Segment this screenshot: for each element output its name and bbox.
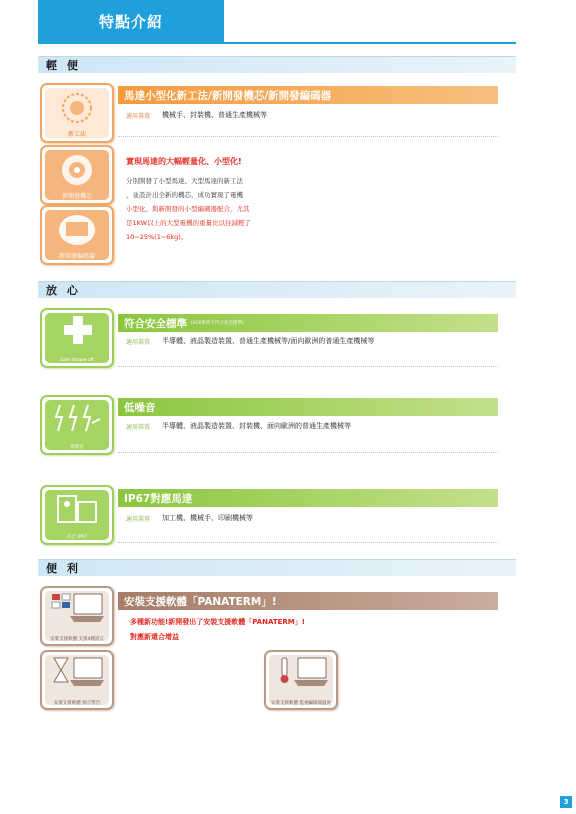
low-noise-feature-title: 低噪音	[118, 398, 498, 416]
title-divider	[38, 42, 516, 44]
section-safe-label: 放 心	[46, 284, 81, 297]
hourglass-laptop-icon	[50, 656, 106, 690]
encoder-icon	[56, 212, 98, 248]
compact-body-line-2: ，並設計出全新的機芯，成功實現了電機	[126, 191, 243, 199]
panaterm-line-2: 對應新還合增益	[130, 633, 179, 641]
new-core-tile	[40, 145, 114, 205]
compact-body-line-5: 10~25%(1~6kg)。	[126, 233, 188, 241]
section-convenient-label: 便 利	[46, 562, 81, 575]
safety-title-text: 符合安全標準	[124, 317, 187, 330]
compact-app-text: 機械手、封裝機、普通生產機械等	[162, 111, 268, 119]
low-noise-caption: 低噪音	[70, 445, 84, 450]
safety-app-tag: 適用裝置	[126, 338, 151, 346]
thermometer-laptop-icon	[274, 656, 330, 690]
safety-applications	[126, 336, 374, 346]
divider	[118, 366, 498, 367]
new-core-caption: 新開發機芯	[61, 193, 92, 200]
safety-title-note: (A5II系列不符合安全標準)	[191, 321, 244, 326]
ip67-device-icon	[54, 492, 100, 526]
ip67-tile	[40, 485, 114, 545]
languages-caption: 安裝支援軟體 支援4種語言	[50, 637, 104, 642]
safety-feature-title	[118, 314, 498, 332]
section-light-label: 輕 便	[46, 59, 81, 72]
panaterm-feature-title: 安裝支援軟體「PANATERM」!	[118, 592, 498, 610]
ip67-app-tag: 適用裝置	[126, 515, 151, 523]
safety-caption: Safe torque off	[60, 358, 94, 363]
safety-tile	[40, 308, 114, 368]
forecast-caption: 安裝支援軟體 預言警告	[53, 701, 101, 706]
page-title: 特點介紹	[38, 0, 224, 43]
gear-ring-icon	[56, 91, 98, 125]
compact-headline: 實現馬達的大幅輕量化、小型化!	[126, 157, 242, 166]
ip67-app-text: 加工機、機械手、印刷機械等	[162, 514, 254, 522]
languages-tile	[40, 586, 114, 646]
compact-body-line-1: 分別開發了小型馬達、大型馬達的新工法	[126, 177, 243, 185]
ip67-feature-title: IP67對應馬達	[118, 489, 498, 507]
divider	[118, 452, 498, 453]
compact-feature-title: 馬達小型化新工法/新開發機芯/新開發編碼器	[118, 86, 498, 104]
section-convenient	[38, 559, 516, 576]
page-number: 3	[560, 796, 572, 808]
ip67-applications	[126, 513, 253, 523]
new-encoder-caption: 新開發編碼器	[58, 253, 95, 260]
low-noise-app-tag: 適用裝置	[126, 423, 151, 431]
temperature-tile	[264, 650, 338, 710]
section-safe	[38, 281, 516, 298]
ip67-caption: 符合 IP67	[66, 535, 88, 540]
motor-core-icon	[58, 152, 96, 188]
new-method-tile	[40, 83, 114, 143]
temperature-caption: 安裝支援軟體 監視編碼器溫度	[271, 701, 331, 706]
forecast-tile	[40, 650, 114, 710]
divider	[118, 542, 498, 543]
low-noise-app-text: 半導體、液晶製造裝置、封裝機、面向歐洲的普通生產機械等	[162, 422, 352, 430]
cross-icon	[64, 316, 92, 344]
lightning-icon	[54, 403, 100, 435]
section-light	[38, 56, 516, 73]
compact-body-line-3: 小型化。與新開發的小型編碼器配合，尤其	[126, 205, 250, 213]
new-method-caption: 新工法	[67, 131, 86, 138]
compact-body	[126, 174, 346, 244]
divider	[118, 136, 498, 137]
compact-body-line-4: 是1KW以上的大型電機的重量比以往減輕了	[126, 219, 252, 227]
laptop-flags-icon	[50, 592, 106, 626]
safety-app-text: 半導體、液晶製造裝置、普通生產機械等/面向歐洲的普通生產機械等	[162, 337, 375, 345]
compact-app-tag: 適用裝置	[126, 112, 151, 120]
compact-applications	[126, 110, 267, 120]
new-encoder-tile	[40, 205, 114, 265]
low-noise-applications	[126, 421, 351, 431]
low-noise-tile	[40, 395, 114, 455]
panaterm-line-1: 多種新功能!新開發出了安裝支援軟體「PANATERM」!	[130, 618, 305, 626]
